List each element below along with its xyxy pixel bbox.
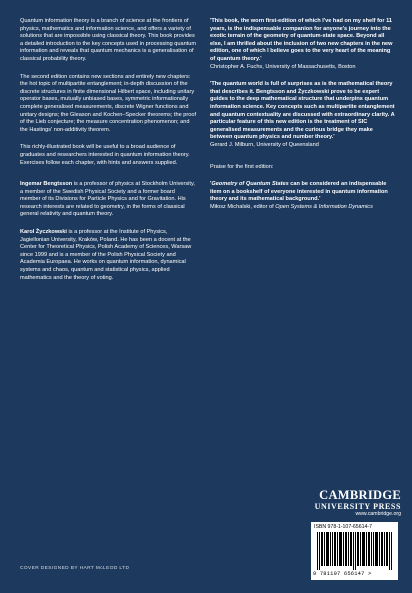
cover-design-credit: COVER DESIGNED BY HART McLEOD LTD	[20, 566, 130, 571]
review-quote-michalski	[210, 181, 396, 211]
publisher-url: www.cambridge.org	[355, 511, 401, 517]
right-column	[210, 18, 396, 221]
author-bio-text: is a professor of physics at Stockholm University, a member of the Swedish Physical Society and a former board member of its Divisions for Particle Physics and for Gravitation. His research interests are related to geometry, in the forms of classical general relativity and quantum theory.	[20, 181, 195, 218]
review-quote-fuchs	[210, 18, 396, 71]
author-bio-text: is a professor at the Institute of Physics, Jagiellonian University, Kraków, Poland. He has been a docent at the Center for Theoretical Physics, Polish Academy of Sciences, Warsaw since 1999 and is a member of the Polish Physical Society and Academia Europaea. He works on quantum information, dynamical systems and chaos, quantum and statistical physics, applied mathematics and the theory of voting.	[20, 229, 192, 281]
barcode-panel	[311, 522, 398, 580]
isbn-label: ISBN 978-1-107-65614-7	[314, 524, 372, 530]
audience-description: This richly-illustrated book will be useful to a broad audience of graduates and researchers interested in quantum information theory. Exercises follow each chapter, with hints and answers supplied.	[20, 144, 190, 166]
quote-text: can be considered an indispensable item on a bookshelf of everyone interested in quantum information theory and its mathematical background.'	[210, 181, 388, 203]
left-column	[20, 18, 196, 292]
quote-text: 'The quantum world is full of surprises as is the mathematical theory that describes it. Bengtsson and Życzkowski prove to be expert guides to the deep mathematical structure that underpins quantum information science. Key concepts such as multipartite entanglement and quantum contextuality are discussed with extraordinary clarity. A particular feature of this new edition is the treatment of SIC generalised measurements and the curious bridge they make between quantum physics and number theory.'	[210, 81, 395, 141]
barcode-icon	[317, 532, 393, 570]
quote-attribution: Gerard J. Milburn, University of Queensland	[210, 141, 319, 148]
author-bio-bengtsson	[20, 181, 196, 219]
author-bio-zyczkowski	[20, 229, 196, 282]
review-quote-milburn	[210, 81, 396, 149]
barcode-digits: 9 781107 656147 >	[313, 571, 372, 577]
publisher-subname: UNIVERSITY PRESS	[314, 502, 401, 511]
quote-attribution: Christopher A. Fuchs, University of Massachusetts, Boston	[210, 63, 356, 70]
second-edition-description: The second edition contains new sections and entirely new chapters: the hot topic of multipartite entanglement; in-depth discussion of the discrete structures in finite dimensional Hilbert space, including unitary operator bases, mutually unbiased bases, symmetric informationally complete generalised measurements, discrete Wigner functions and unitary designs; the Gleason and Kochen–Specker theorems; the proof of the Lieb conjecture; the measure concentration phenomenon; and the Hastings' non-additivity theorem.	[20, 73, 197, 133]
journal-name: Open Systems & Information Dynamics	[275, 203, 373, 210]
author-name: Karol Życzkowski	[20, 229, 67, 236]
attribution-prefix: Miłosz Michalski, editor of	[210, 203, 276, 210]
publisher-name: CAMBRIDGE	[319, 488, 401, 502]
publisher-logo	[313, 489, 401, 518]
quoted-book-title: Geometry of Quantum States	[211, 181, 289, 188]
praise-heading: Praise for the first edition:	[210, 163, 274, 170]
quote-open: '	[210, 181, 212, 188]
quote-text: 'This book, the worn first-edition of which I've had on my shelf for 11 years, is the indispensable companion for anyone's journey into the exotic terrain of the geometry of quantum-state space. Beyond all else, I am thrilled about the inclusion of two new chapters in the new edition, one of which I believe goes to the very heart of the meaning of quantum theory.'	[210, 18, 393, 62]
quote-attribution	[210, 204, 396, 212]
author-name: Ingemar Bengtsson	[20, 181, 73, 188]
book-description: Quantum information theory is a branch of science at the frontiers of physics, mathematics and information science, and offers a variety of solutions that are impossible using classical theory. This book provides a detailed introduction to the key concepts used in processing quantum information and reveals that quantum mechanics is a generalisation of classical probability theory.	[20, 18, 197, 62]
